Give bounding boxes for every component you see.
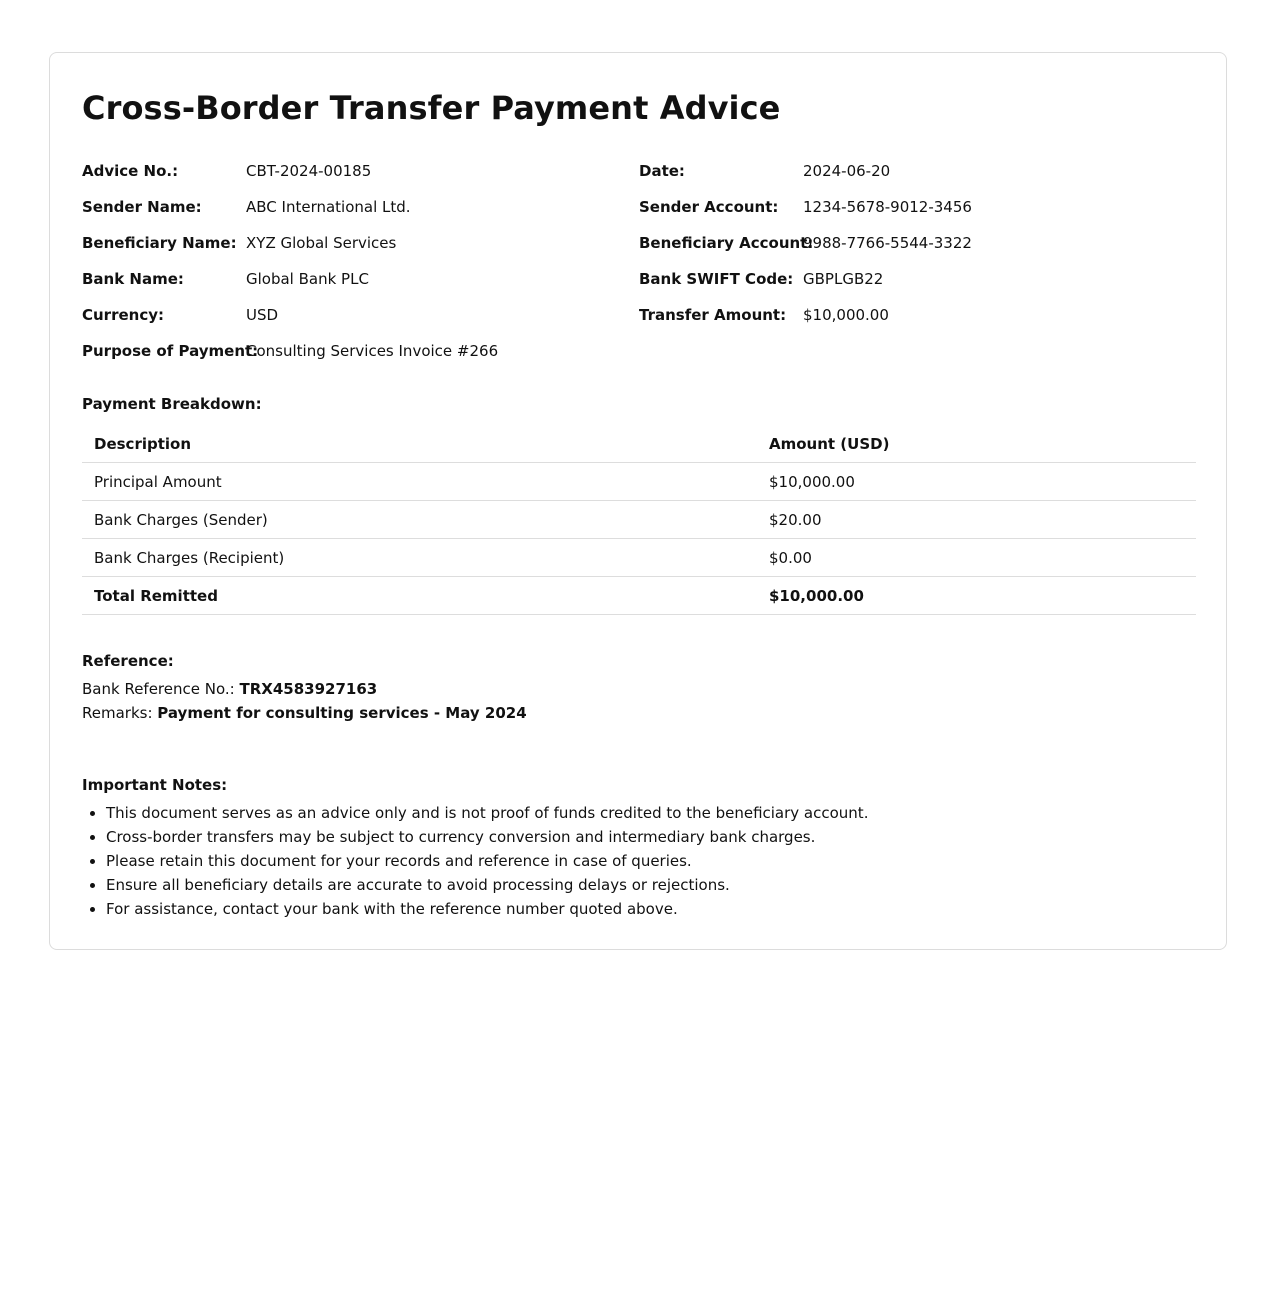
column-header-description: Description [82, 425, 757, 463]
purpose-value: Consulting Services Invoice #266 [246, 342, 499, 360]
list-item: • Ensure all beneficiary details are accurate to avoid processing delays or rejections. [106, 873, 1182, 897]
beneficiary-account-label: Beneficiary Account: [639, 234, 814, 252]
payment-advice-card [49, 52, 1227, 950]
payment-breakdown-table [82, 425, 1196, 615]
advice-no-value: CBT-2024-00185 [246, 162, 372, 180]
bank-name-label: Bank Name: [82, 270, 184, 288]
column-header-amount: Amount (USD) [757, 425, 1196, 463]
row-description: Bank Charges (Recipient) [82, 539, 757, 577]
purpose-label: Purpose of Payment: [82, 342, 259, 360]
bank-swift-label: Bank SWIFT Code: [639, 270, 794, 288]
table-total-row [82, 577, 1196, 615]
notes-heading: Important Notes: [82, 776, 228, 794]
currency-value: USD [246, 306, 279, 324]
row-amount: $20.00 [757, 501, 1196, 539]
sender-name-value: ABC International Ltd. [246, 198, 411, 216]
sender-account-label: Sender Account: [639, 198, 779, 216]
reference-section [82, 649, 527, 725]
reference-heading: Reference: [82, 652, 174, 670]
list-item: • Cross-border transfers may be subject to currency conversion and intermediary bank charges. [106, 825, 1182, 849]
row-description: Bank Charges (Sender) [82, 501, 757, 539]
beneficiary-name-value: XYZ Global Services [246, 234, 397, 252]
remarks-label: Remarks: [82, 704, 153, 722]
total-description: Total Remitted [82, 577, 757, 615]
remarks-line [82, 701, 527, 725]
breakdown-heading: Payment Breakdown: [82, 395, 262, 413]
notes-list [82, 801, 1182, 921]
date-value: 2024-06-20 [803, 162, 891, 180]
bank-reference-line [82, 677, 527, 701]
total-amount: $10,000.00 [757, 577, 1196, 615]
remarks-value: Payment for consulting services - May 2024 [157, 704, 527, 722]
transfer-amount-label: Transfer Amount: [639, 306, 787, 324]
table-row [82, 501, 1196, 539]
beneficiary-account-value: 9988-7766-5544-3322 [803, 234, 972, 252]
bank-name-value: Global Bank PLC [246, 270, 369, 288]
list-item: • Please retain this document for your records and reference in case of queries. [106, 849, 1182, 873]
bank-swift-value: GBPLGB22 [803, 270, 884, 288]
sender-account-value: 1234-5678-9012-3456 [803, 198, 972, 216]
row-description: Principal Amount [82, 463, 757, 501]
row-amount: $0.00 [757, 539, 1196, 577]
list-item: • For assistance, contact your bank with the reference number quoted above. [106, 897, 1182, 921]
beneficiary-name-label: Beneficiary Name: [82, 234, 237, 252]
bank-reference-value: TRX4583927163 [239, 680, 378, 698]
row-amount: $10,000.00 [757, 463, 1196, 501]
bank-reference-label: Bank Reference No.: [82, 680, 235, 698]
table-row [82, 463, 1196, 501]
advice-no-label: Advice No.: [82, 162, 179, 180]
transfer-amount-value: $10,000.00 [803, 306, 889, 324]
document-title: Cross-Border Transfer Payment Advice [82, 89, 781, 127]
table-header-row [82, 425, 1196, 463]
currency-label: Currency: [82, 306, 165, 324]
list-item: • This document serves as an advice only and is not proof of funds credited to the beneficiary account. [106, 801, 1182, 825]
date-label: Date: [639, 162, 685, 180]
sender-name-label: Sender Name: [82, 198, 202, 216]
table-row [82, 539, 1196, 577]
important-notes-section [82, 773, 1182, 921]
